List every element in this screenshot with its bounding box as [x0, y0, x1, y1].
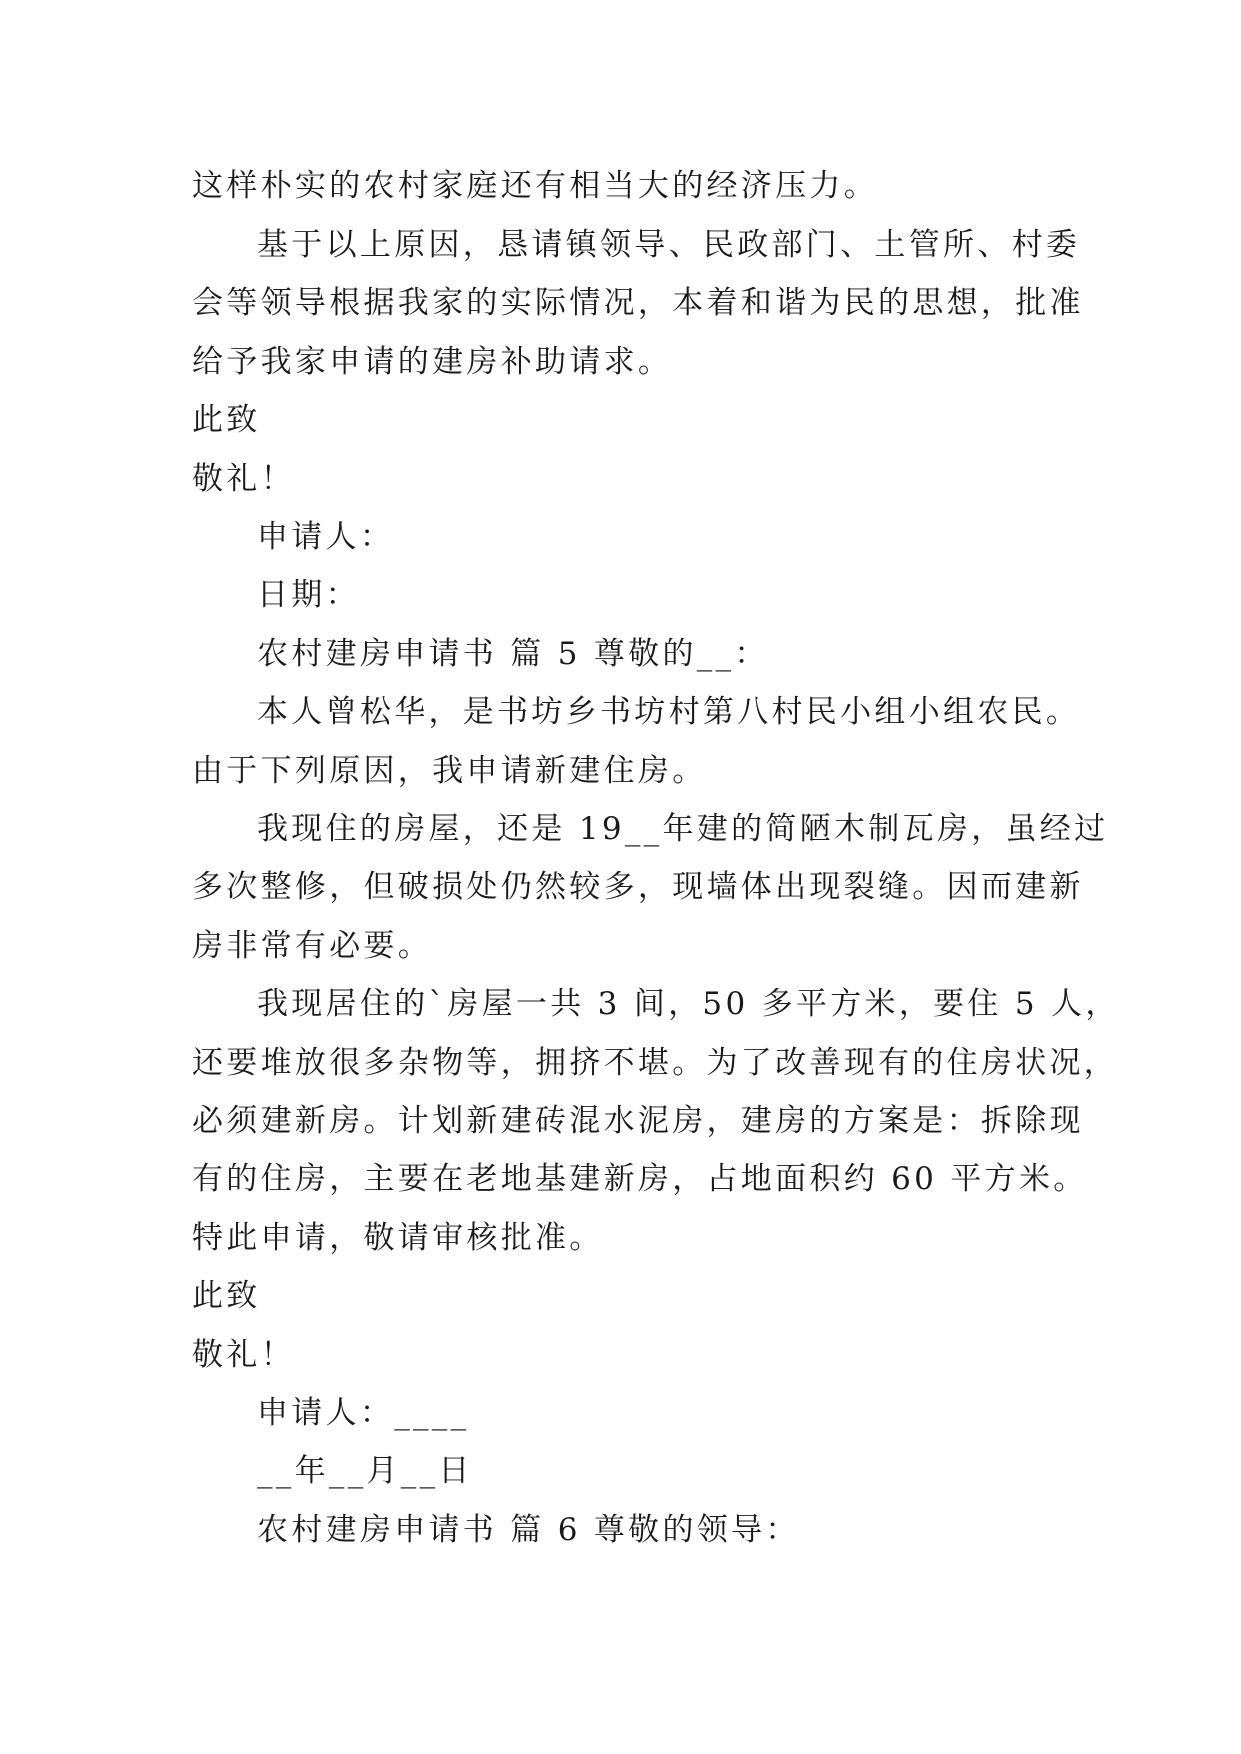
- paragraph-line: 这样朴实的农村家庭还有相当大的经济压力。: [192, 168, 878, 204]
- salutation-line: 敬礼！: [192, 1337, 295, 1373]
- salutation-line: 敬礼！: [192, 461, 295, 497]
- date-blank-line: __年__月__日: [257, 1453, 473, 1489]
- paragraph-line: 我现居住的`房屋一共 3 间，50 多平方米，要住 5 人，: [257, 986, 1120, 1022]
- closing-line: 此致: [192, 1278, 261, 1314]
- paragraph-line: 给予我家申请的建房补助请求。: [192, 344, 673, 380]
- date-label: 日期：: [257, 577, 360, 613]
- section-heading: 农村建房申请书 篇 6 尊敬的领导：: [257, 1512, 800, 1548]
- paragraph-line: 多次整修，但破损处仍然较多，现墙体出现裂缝。因而建新: [192, 869, 1084, 905]
- paragraph-line: 我现住的房屋，还是 19__年建的简陋木制瓦房，虽经过: [257, 811, 1109, 847]
- paragraph-line: 必须建新房。计划新建砖混水泥房，建房的方案是：拆除现: [192, 1103, 1084, 1139]
- applicant-label: 申请人：____: [257, 1395, 470, 1431]
- closing-line: 此致: [192, 402, 261, 438]
- paragraph-line: 由于下列原因，我申请新建住房。: [192, 753, 707, 789]
- paragraph-line: 本人曾松华，是书坊乡书坊村第八村民小组小组农民。: [257, 694, 1081, 730]
- paragraph-line: 房非常有必要。: [192, 928, 433, 964]
- paragraph-line: 特此申请，敬请审核批准。: [192, 1220, 604, 1256]
- paragraph-line: 会等领导根据我家的实际情况，本着和谐为民的思想，批准: [192, 285, 1084, 321]
- paragraph-line: 还要堆放很多杂物等，拥挤不堪。为了改善现有的住房状况，: [192, 1045, 1119, 1081]
- paragraph-line: 有的住房，主要在老地基建新房，占地面积约 60 平方米。: [192, 1161, 1088, 1197]
- applicant-label: 申请人：: [257, 519, 395, 555]
- section-heading: 农村建房申请书 篇 5 尊敬的__：: [257, 636, 769, 672]
- paragraph-line: 基于以上原因，恳请镇领导、民政部门、土管所、村委: [257, 227, 1081, 263]
